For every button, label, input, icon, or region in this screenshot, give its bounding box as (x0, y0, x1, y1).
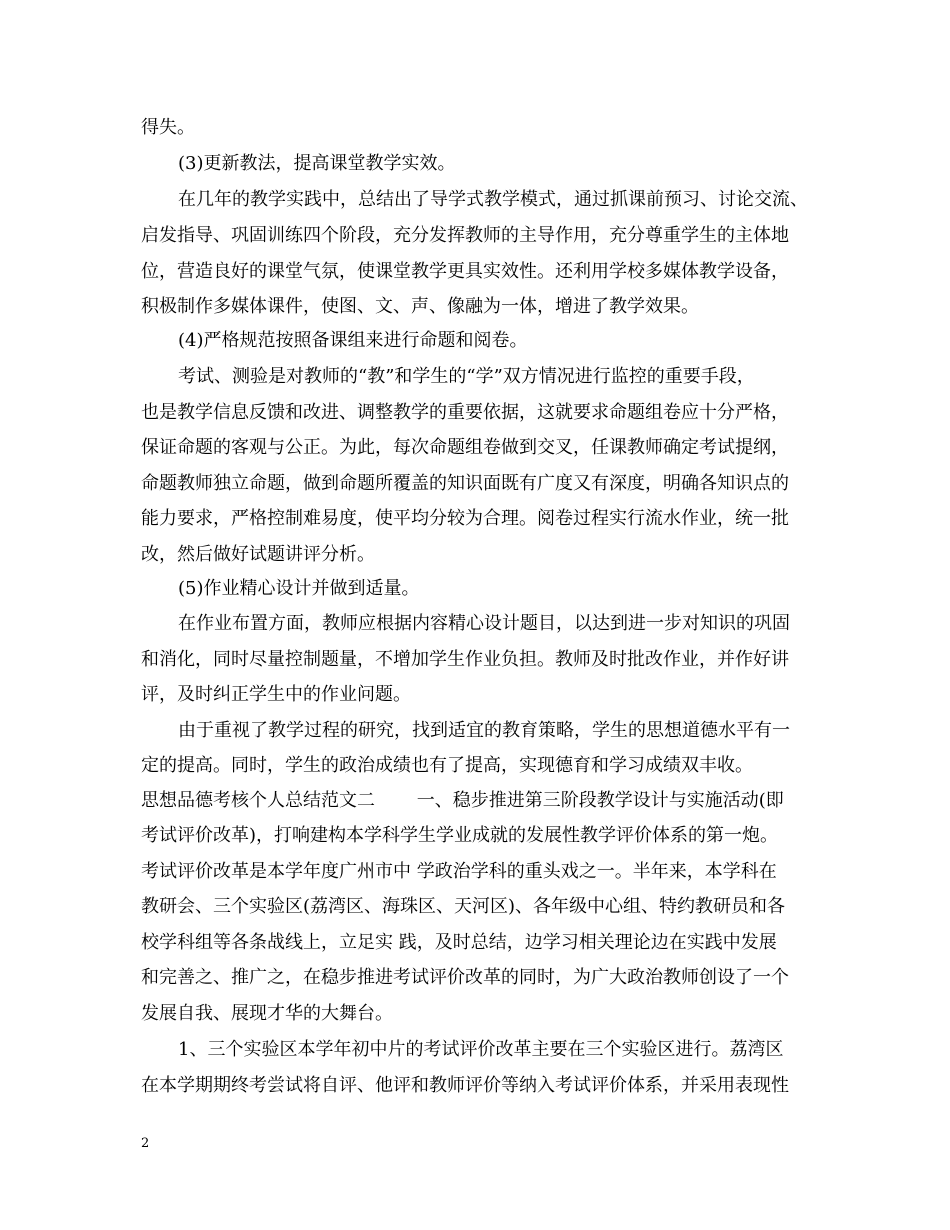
text-line: 考试、测验是对教师的“教”和学生的“学”双方情况进行监控的重要手段， (178, 366, 755, 387)
text-line: 保证命题的客观与公正。为此，每次命题组卷做到交叉，任课教师确定考试提纲， (141, 437, 789, 458)
text-line: 评，及时纠正学生中的作业问题。 (141, 684, 411, 705)
text-line: 积极制作多媒体课件，使图、文、声、像融为一体，增进了教学效果。 (141, 296, 699, 317)
section-heading: (4)严格规范按照备课组来进行命题和阅卷。 (178, 330, 528, 351)
section-heading: (5)作业精心设计并做到适量。 (178, 578, 420, 599)
text-line: 和消化，同时尽量控制题量，不增加学生作业负担。教师及时批改作业，并作好讲 (141, 649, 789, 670)
text-line: 发展自我、展现才华的大舞台。 (141, 1003, 393, 1024)
text-line: 教研会、三个实验区(荔湾区、海珠区、天河区)、各年级中心组、特约教研员和各 (141, 896, 786, 917)
text-line: 也是教学信息反馈和改进、调整教学的重要依据，这就要求命题组卷应十分严格， (141, 402, 789, 423)
text-line: 位，营造良好的课堂气氛，使课堂教学更具实效性。还利用学校多媒体教学设备， (141, 261, 789, 282)
section-heading: (3)更新教法，提高课堂教学实效。 (178, 153, 456, 174)
text-line: 在本学期期终考尝试将自评、他评和教师评价等纳入考试评价体系，并采用表现性 (141, 1075, 789, 1096)
text-line: 思想品德考核个人总结范文二 一、稳步推进第三阶段教学设计与实施活动(即 (141, 790, 784, 811)
text-line: 得失。 (141, 117, 195, 138)
text-line: 和完善之、推广之，在稳步推进考试评价改革的同时，为广大政治教师创设了一个 (141, 967, 789, 988)
text-line: 命题教师独立命题，做到命题所覆盖的知识面既有广度又有深度，明确各知识点的 (141, 473, 789, 494)
page-number: 2 (141, 1136, 150, 1151)
text-line: 1、三个实验区本学年初中片的考试评价改革主要在三个实验区进行。荔湾区 (178, 1039, 784, 1060)
text-line: 由于重视了教学过程的研究，找到适宜的教育策略，学生的思想道德水平有一 (178, 720, 790, 741)
text-line: 校学科组等各条战线上，立足实 践，及时总结，边学习相关理论边在实践中发展 (141, 932, 777, 953)
text-line: 在作业布置方面，教师应根据内容精心设计题目，以达到进一步对知识的巩固 (178, 613, 790, 634)
text-line: 考试评价改革是本学年度广州市中 学政治学科的重头戏之一。半年来，本学科在 (141, 861, 777, 882)
text-line: 启发指导、巩固训练四个阶段，充分发挥教师的主导作用，充分尊重学生的主体地 (141, 225, 789, 246)
text-line: 在几年的教学实践中，总结出了导学式教学模式，通过抓课前预习、讨论交流、 (178, 189, 808, 210)
text-line: 定的提高。同时，学生的政治成绩也有了提高，实现德育和学习成绩双丰收。 (141, 755, 753, 776)
text-line: 改，然后做好试题讲评分析。 (141, 544, 375, 565)
text-line: 能力要求，严格控制难易度，使平均分较为合理。阅卷过程实行流水作业，统一批 (141, 508, 789, 529)
text-line: 考试评价改革)，打响建构本学科学生学业成就的发展性教学评价体系的第一炮。 (141, 825, 779, 846)
